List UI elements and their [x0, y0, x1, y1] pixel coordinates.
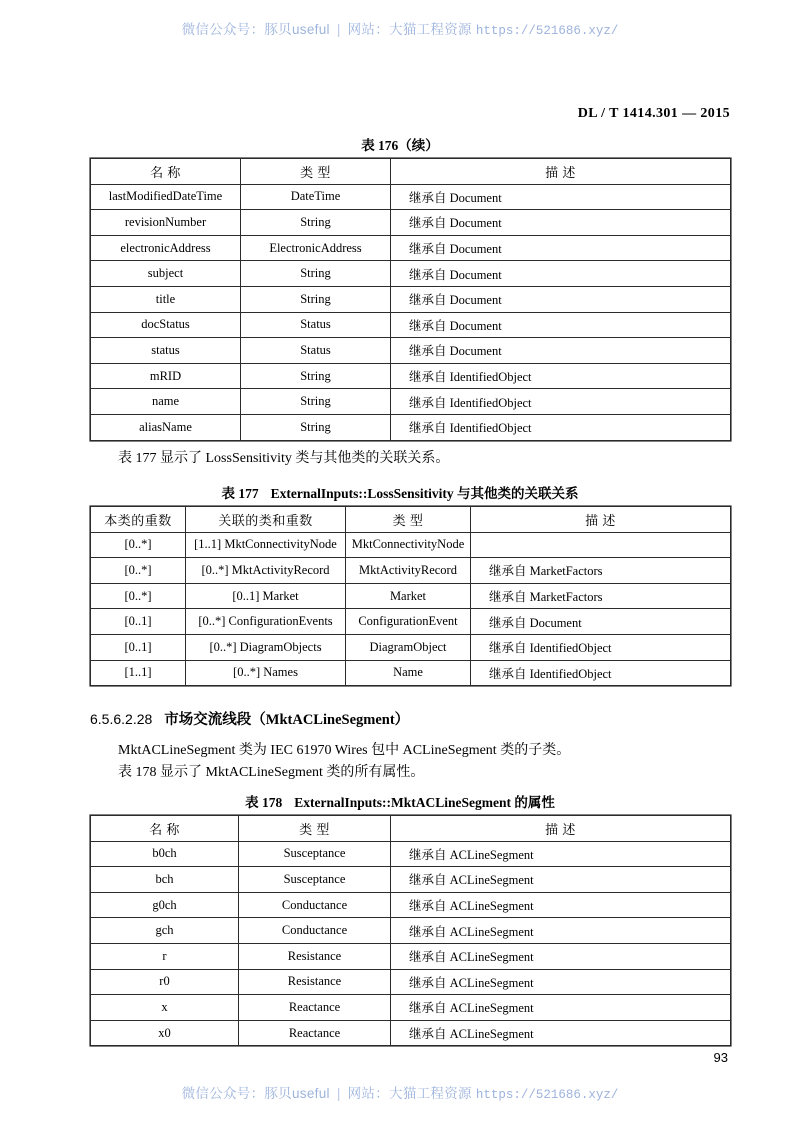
cell-type: DateTime	[241, 184, 391, 210]
table-177-caption	[0, 482, 800, 502]
cell-type: Reactance	[239, 995, 391, 1021]
cell-name: name	[91, 389, 241, 415]
cell-description: 继承自 ACLineSegment	[391, 918, 731, 944]
cell-description: 继承自 ACLineSegment	[391, 995, 731, 1021]
table-row	[91, 414, 731, 440]
watermark-url: https://521686.xyz/	[475, 1088, 619, 1102]
cell-type: Susceptance	[239, 867, 391, 893]
watermark-wechat-label: 微信公众号：豚贝useful	[181, 22, 330, 37]
cell-name: r0	[91, 969, 239, 995]
column-header-description: 描 述	[391, 159, 731, 185]
cell-description: 继承自 ACLineSegment	[391, 892, 731, 918]
cell-description	[471, 532, 731, 558]
cell-associated-class: [0..*] Names	[186, 660, 346, 686]
table-177	[90, 506, 731, 686]
cell-associated-class: [0..*] MktActivityRecord	[186, 558, 346, 584]
cell-type: Resistance	[239, 969, 391, 995]
cell-own-multiplicity: [0..*]	[91, 558, 186, 584]
cell-type: String	[241, 261, 391, 287]
cell-description: 继承自 Document	[391, 235, 731, 261]
table-row	[91, 338, 731, 364]
cell-associated-class: [0..*] ConfigurationEvents	[186, 609, 346, 635]
cell-type: ConfigurationEvent	[346, 609, 471, 635]
table-row	[91, 389, 731, 415]
cell-type: String	[241, 286, 391, 312]
table-header-row	[91, 816, 731, 842]
cell-type: Resistance	[239, 943, 391, 969]
table-row	[91, 261, 731, 287]
cell-name: electronicAddress	[91, 235, 241, 261]
table-row	[91, 943, 731, 969]
watermark-separator: |	[336, 1086, 341, 1101]
cell-description: 继承自 Document	[391, 338, 731, 364]
table-row	[91, 583, 731, 609]
cell-description: 继承自 ACLineSegment	[391, 969, 731, 995]
cell-description: 继承自 Document	[391, 210, 731, 236]
cell-type: Conductance	[239, 892, 391, 918]
cell-type: ElectronicAddress	[241, 235, 391, 261]
cell-type: Conductance	[239, 918, 391, 944]
column-header-name: 名 称	[91, 816, 239, 842]
table-row	[91, 286, 731, 312]
table-row	[91, 312, 731, 338]
table-row	[91, 918, 731, 944]
cell-type: MktConnectivityNode	[346, 532, 471, 558]
column-header-type: 类 型	[239, 816, 391, 842]
table-178-caption	[0, 791, 800, 811]
cell-description: 继承自 Document	[391, 261, 731, 287]
cell-name: lastModifiedDateTime	[91, 184, 241, 210]
table-row	[91, 184, 731, 210]
table-176-caption: 表 176（续）	[361, 138, 439, 153]
cell-type: Status	[241, 338, 391, 364]
cell-description: 继承自 Document	[471, 609, 731, 635]
cell-associated-class: [0..1] Market	[186, 583, 346, 609]
cell-type: Susceptance	[239, 841, 391, 867]
cell-type: String	[241, 389, 391, 415]
cell-own-multiplicity: [0..1]	[91, 609, 186, 635]
table-row	[91, 867, 731, 893]
cell-associated-class: [1..1] MktConnectivityNode	[186, 532, 346, 558]
cell-description: 继承自 IdentifiedObject	[471, 634, 731, 660]
section-title: 市场交流线段（MktACLineSegment）	[164, 712, 410, 728]
table-row	[91, 969, 731, 995]
table-header-row	[91, 159, 731, 185]
page-number: 93	[713, 1050, 728, 1065]
cell-description: 继承自 IdentifiedObject	[391, 414, 731, 440]
table-row	[91, 532, 731, 558]
cell-own-multiplicity: [1..1]	[91, 660, 186, 686]
cell-description: 继承自 IdentifiedObject	[391, 363, 731, 389]
column-header-description: 描 述	[471, 507, 731, 533]
cell-name: revisionNumber	[91, 210, 241, 236]
table-178-caption-title: ExternalInputs::MktACLineSegment 的属性	[294, 795, 555, 810]
cell-name: b0ch	[91, 841, 239, 867]
table-row	[91, 1020, 731, 1046]
cell-type: Market	[346, 583, 471, 609]
cell-description: 继承自 Document	[391, 184, 731, 210]
table-row	[91, 363, 731, 389]
cell-type: String	[241, 210, 391, 236]
table-row	[91, 235, 731, 261]
cell-own-multiplicity: [0..1]	[91, 634, 186, 660]
cell-name: status	[91, 338, 241, 364]
cell-associated-class: [0..*] DiagramObjects	[186, 634, 346, 660]
paragraph-table-177-intro: 表 177 显示了 LossSensitivity 类与其他类的关联关系。	[118, 451, 450, 466]
cell-description: 继承自 ACLineSegment	[391, 943, 731, 969]
cell-name: subject	[91, 261, 241, 287]
cell-type: DiagramObject	[346, 634, 471, 660]
section-body-line-2: 表 178 显示了 MktACLineSegment 类的所有属性。	[118, 765, 425, 780]
table-177-caption-label: 表 177	[221, 486, 259, 501]
cell-description: 继承自 MarketFactors	[471, 583, 731, 609]
table-header-row	[91, 507, 731, 533]
cell-type: Status	[241, 312, 391, 338]
table-178	[90, 815, 731, 1046]
table-row	[91, 841, 731, 867]
cell-description: 继承自 Document	[391, 286, 731, 312]
cell-name: bch	[91, 867, 239, 893]
cell-own-multiplicity: [0..*]	[91, 532, 186, 558]
cell-description: 继承自 Document	[391, 312, 731, 338]
cell-type: String	[241, 414, 391, 440]
section-number: 6.5.6.2.28	[90, 711, 153, 727]
cell-name: x0	[91, 1020, 239, 1046]
cell-name: aliasName	[91, 414, 241, 440]
table-178-caption-label: 表 178	[245, 795, 283, 810]
table-row	[91, 609, 731, 635]
cell-type: MktActivityRecord	[346, 558, 471, 584]
cell-description: 继承自 MarketFactors	[471, 558, 731, 584]
cell-description: 继承自 ACLineSegment	[391, 867, 731, 893]
watermark-url: https://521686.xyz/	[475, 24, 619, 38]
table-row	[91, 634, 731, 660]
cell-type: Name	[346, 660, 471, 686]
watermark-separator: |	[336, 22, 341, 37]
column-header-associated-class: 关联的类和重数	[186, 507, 346, 533]
cell-name: r	[91, 943, 239, 969]
table-row	[91, 210, 731, 236]
cell-name: docStatus	[91, 312, 241, 338]
cell-description: 继承自 ACLineSegment	[391, 1020, 731, 1046]
table-177-caption-title: ExternalInputs::LossSensitivity 与其他类的关联关系	[270, 486, 579, 501]
watermark-bottom	[0, 1082, 800, 1102]
watermark-site-label: 网站：大猫工程资源	[347, 22, 472, 37]
table-row	[91, 995, 731, 1021]
cell-name: gch	[91, 918, 239, 944]
table-row	[91, 892, 731, 918]
column-header-name: 名 称	[91, 159, 241, 185]
cell-description: 继承自 IdentifiedObject	[391, 389, 731, 415]
cell-type: String	[241, 363, 391, 389]
column-header-type: 类 型	[241, 159, 391, 185]
cell-name: x	[91, 995, 239, 1021]
column-header-own-multiplicity: 本类的重数	[91, 507, 186, 533]
table-176	[90, 158, 731, 441]
watermark-top	[0, 18, 800, 38]
cell-own-multiplicity: [0..*]	[91, 583, 186, 609]
cell-name: g0ch	[91, 892, 239, 918]
column-header-description: 描 述	[391, 816, 731, 842]
column-header-type: 类 型	[346, 507, 471, 533]
section-heading	[90, 708, 409, 729]
table-row	[91, 660, 731, 686]
cell-type: Reactance	[239, 1020, 391, 1046]
cell-name: mRID	[91, 363, 241, 389]
watermark-site-label: 网站：大猫工程资源	[347, 1086, 472, 1101]
standard-number: DL / T 1414.301 — 2015	[577, 106, 730, 121]
cell-description: 继承自 ACLineSegment	[391, 841, 731, 867]
cell-description: 继承自 IdentifiedObject	[471, 660, 731, 686]
table-row	[91, 558, 731, 584]
cell-name: title	[91, 286, 241, 312]
section-body-line-1: MktACLineSegment 类为 IEC 61970 Wires 包中 ACLineSegment 类的子类。	[118, 743, 571, 758]
watermark-wechat-label: 微信公众号：豚贝useful	[181, 1086, 330, 1101]
